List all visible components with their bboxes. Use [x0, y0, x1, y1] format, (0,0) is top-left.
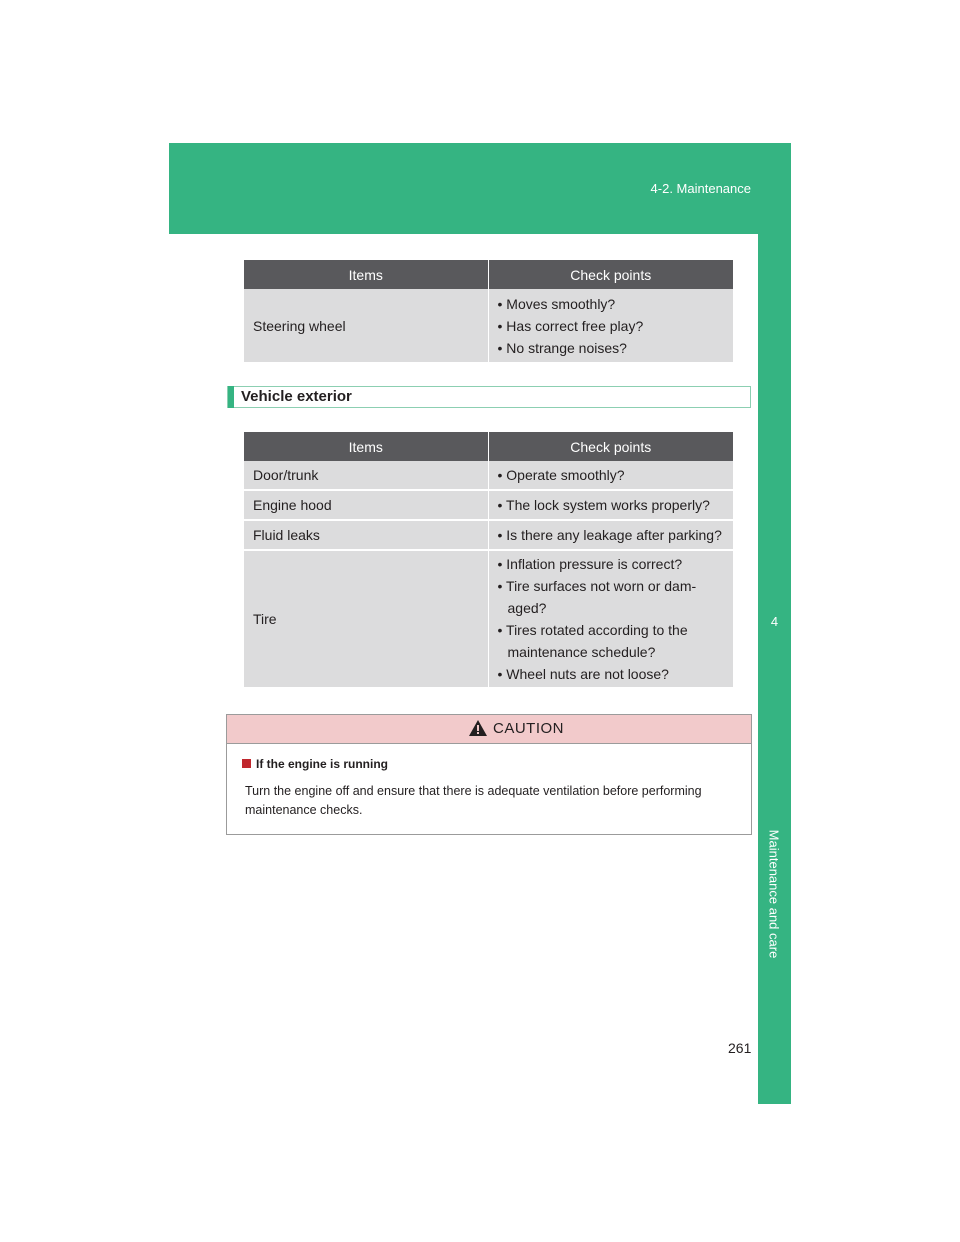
square-bullet-icon: [242, 759, 251, 768]
check-points-cell: [488, 289, 733, 363]
section-label: 4-2. Maintenance: [650, 181, 751, 196]
check-point: • Wheel nuts are not loose?: [497, 666, 669, 682]
caution-heading-text: If the engine is running: [256, 757, 388, 771]
section-heading: [227, 386, 751, 408]
table-row: [244, 490, 733, 520]
check-points-cell: [488, 550, 733, 688]
check-point: • Tire surfaces not worn or dam-aged?: [497, 578, 697, 616]
item-cell: Fluid leaks: [244, 520, 488, 550]
check-points-cell: • The lock system works properly?: [488, 490, 733, 520]
header-band: [169, 143, 791, 234]
table-row: [244, 550, 733, 688]
heading-accent-bar: [228, 386, 234, 408]
steering-check-table: [244, 260, 733, 364]
check-point: • Moves smoothly?: [497, 295, 616, 312]
section-heading-text: Vehicle exterior: [241, 388, 352, 405]
check-point: • No strange noises?: [497, 339, 627, 356]
check-point: • Has correct free play?: [497, 317, 644, 334]
check-point: • Tires rotated according to the maintenance schedule?: [497, 622, 688, 660]
item-cell: Door/trunk: [244, 461, 488, 490]
exterior-check-table: [244, 432, 733, 689]
column-header-check-points: Check points: [488, 432, 733, 461]
chapter-number: 4: [770, 614, 779, 629]
caution-box: [226, 714, 752, 835]
check-point: • Inflation pressure is correct?: [497, 556, 683, 572]
table-row: [244, 461, 733, 490]
warning-triangle-icon: [469, 720, 487, 736]
check-points-cell: • Is there any leakage after parking?: [488, 520, 733, 550]
check-points-cell: • Operate smoothly?: [488, 461, 733, 490]
caution-title: CAUTION: [493, 720, 564, 737]
caution-header: [227, 715, 751, 744]
chapter-title: Maintenance and care: [766, 829, 782, 959]
column-header-items: Items: [244, 260, 488, 289]
caution-body: Turn the engine off and ensure that there is adequate ventilation before performing maintenance checks.: [245, 784, 702, 817]
item-cell: Tire: [244, 550, 488, 688]
table-row: [244, 520, 733, 550]
caution-heading: [242, 757, 388, 771]
column-header-items: Items: [244, 432, 488, 461]
chapter-side-tab: [758, 234, 791, 1104]
item-cell: Steering wheel: [244, 289, 488, 363]
item-cell: Engine hood: [244, 490, 488, 520]
column-header-check-points: Check points: [488, 260, 733, 289]
page-number: 261: [728, 1040, 752, 1056]
table-row: [244, 289, 733, 363]
